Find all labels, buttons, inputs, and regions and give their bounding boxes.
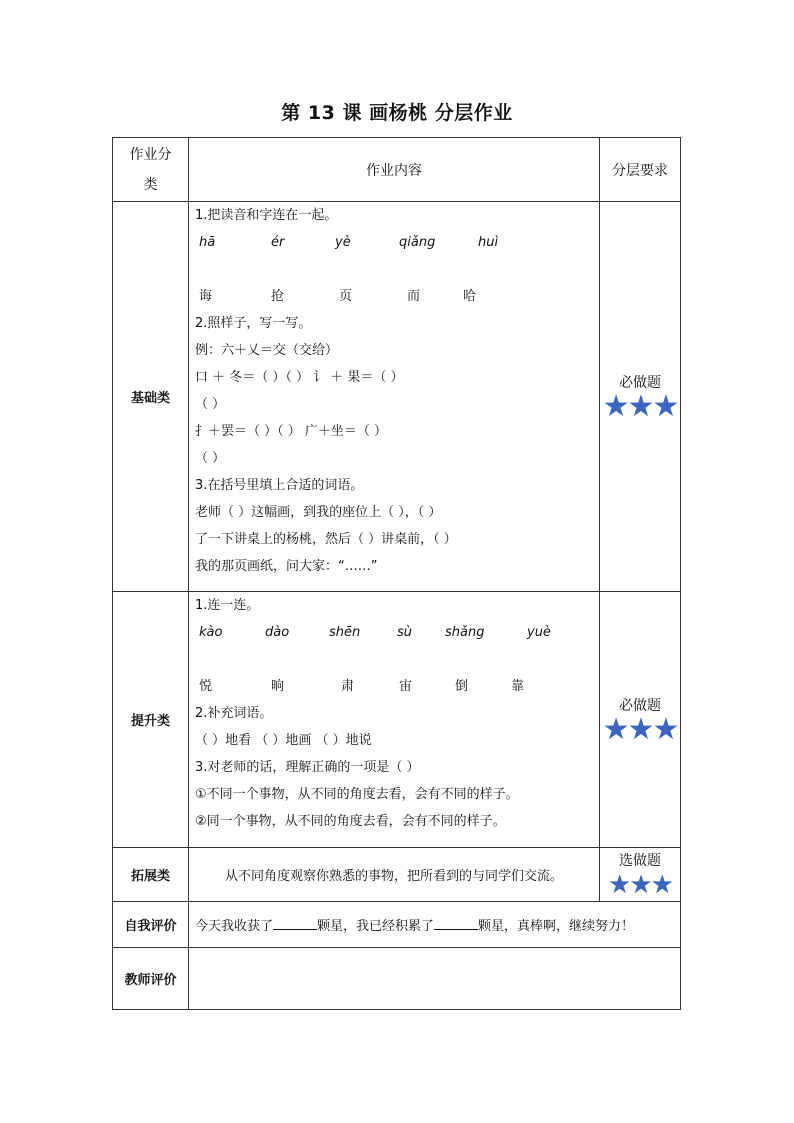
character: 倒: [455, 679, 469, 694]
exercise-line: 扌＋罢＝（ ）（ ） 广＋坐＝（ ）: [195, 424, 388, 439]
content-advanced: [189, 592, 600, 848]
pinyin: yuè: [527, 625, 551, 640]
pinyin: hā: [199, 235, 216, 250]
question-2: 2.补充词语。: [195, 706, 273, 721]
character: 哈: [463, 289, 477, 304]
content-self-eval: 今天我收获了 颗星，我已经积累了 颗星，真棒啊，继续努力！: [189, 902, 681, 948]
character: 晌: [271, 679, 285, 694]
row-teacher-eval: [113, 948, 681, 1010]
question-1: 1.连一连。: [195, 598, 260, 613]
example: 例：六＋乂＝交（交给）: [195, 343, 339, 358]
category-advanced: 提升类: [113, 592, 189, 848]
category-teacher-eval: 教师评价: [113, 948, 189, 1010]
character: 悦: [199, 679, 213, 694]
question-3: 3.在括号里填上合适的词语。: [195, 478, 364, 493]
pinyin: ér: [271, 235, 285, 250]
header-row: [113, 138, 681, 202]
exercise-line: （ ）: [195, 397, 226, 412]
exercise-line: 口 ＋ 冬＝（ ）（ ） 讠 ＋ 果＝（ ）: [195, 370, 404, 385]
header-content: 作业内容: [189, 138, 600, 202]
pinyin: dào: [265, 625, 290, 640]
pinyin: sù: [397, 625, 413, 640]
exercise-line: （ ）: [195, 451, 226, 466]
passage-line: 了一下讲桌上的杨桃，然后（ ）讲桌前，（ ）: [195, 532, 457, 547]
requirement-extended: 选做题 ★★★: [600, 848, 681, 902]
blank-line[interactable]: [273, 915, 317, 930]
passage-line: 我的那页画纸，问大家：“……”: [195, 559, 378, 574]
pinyin: qiǎng: [399, 235, 436, 250]
pinyin-row: [195, 229, 593, 256]
pinyin: huì: [478, 235, 499, 250]
content-teacher-eval[interactable]: [189, 948, 681, 1010]
character: 抢: [271, 289, 285, 304]
character: 诲: [199, 289, 213, 304]
character: 肃: [341, 679, 355, 694]
option-line: ①不同一个事物，从不同的角度去看，会有不同的样子。: [195, 787, 519, 802]
pinyin: kào: [199, 625, 223, 640]
character: 而: [407, 289, 421, 304]
row-self-eval: [113, 902, 681, 948]
star-rating-icon: ★★★: [608, 869, 672, 900]
character: 页: [339, 289, 353, 304]
character: 宙: [399, 679, 413, 694]
char-row: [195, 673, 593, 700]
pinyin: shēn: [329, 625, 361, 640]
row-extended: [113, 848, 681, 902]
passage-line: 老师（ ）这幅画，到我的座位上（ ），（ ）: [195, 505, 442, 520]
row-advanced: [113, 592, 681, 848]
content-basic: [189, 202, 600, 592]
category-basic: 基础类: [113, 202, 189, 592]
header-category: 作业分 类: [113, 138, 189, 202]
pinyin: yè: [335, 235, 351, 250]
homework-table: [112, 137, 681, 1010]
page-title: 第 13 课 画杨桃 分层作业: [281, 102, 513, 124]
star-rating-icon: ★★★: [602, 711, 678, 747]
header-requirement: 分层要求: [600, 138, 681, 202]
character: 靠: [511, 679, 525, 694]
category-extended: 拓展类: [113, 848, 189, 902]
row-basic: [113, 202, 681, 592]
exercise-line: （ ）地看 （ ）地画 （ ）地说: [195, 733, 372, 748]
category-self-eval: 自我评价: [113, 902, 189, 948]
question-2: 2.照样子，写一写。: [195, 316, 312, 331]
question-3: 3.对老师的话，理解正确的一项是（ ）: [195, 760, 420, 775]
pinyin: shǎng: [445, 625, 485, 640]
pinyin-row: [195, 619, 593, 646]
char-row: [195, 283, 593, 310]
star-rating-icon: ★★★: [602, 388, 678, 424]
question-1: 1.把读音和字连在一起。: [195, 208, 338, 223]
requirement-advanced: 必做题 ★★★: [600, 592, 681, 848]
content-extended: 从不同角度观察你熟悉的事物，把所看到的与同学们交流。: [189, 848, 600, 902]
blank-line[interactable]: [434, 915, 478, 930]
option-line: ②同一个事物，从不同的角度去看，会有不同的样子。: [195, 814, 506, 829]
requirement-basic: 必做题 ★★★: [600, 202, 681, 592]
